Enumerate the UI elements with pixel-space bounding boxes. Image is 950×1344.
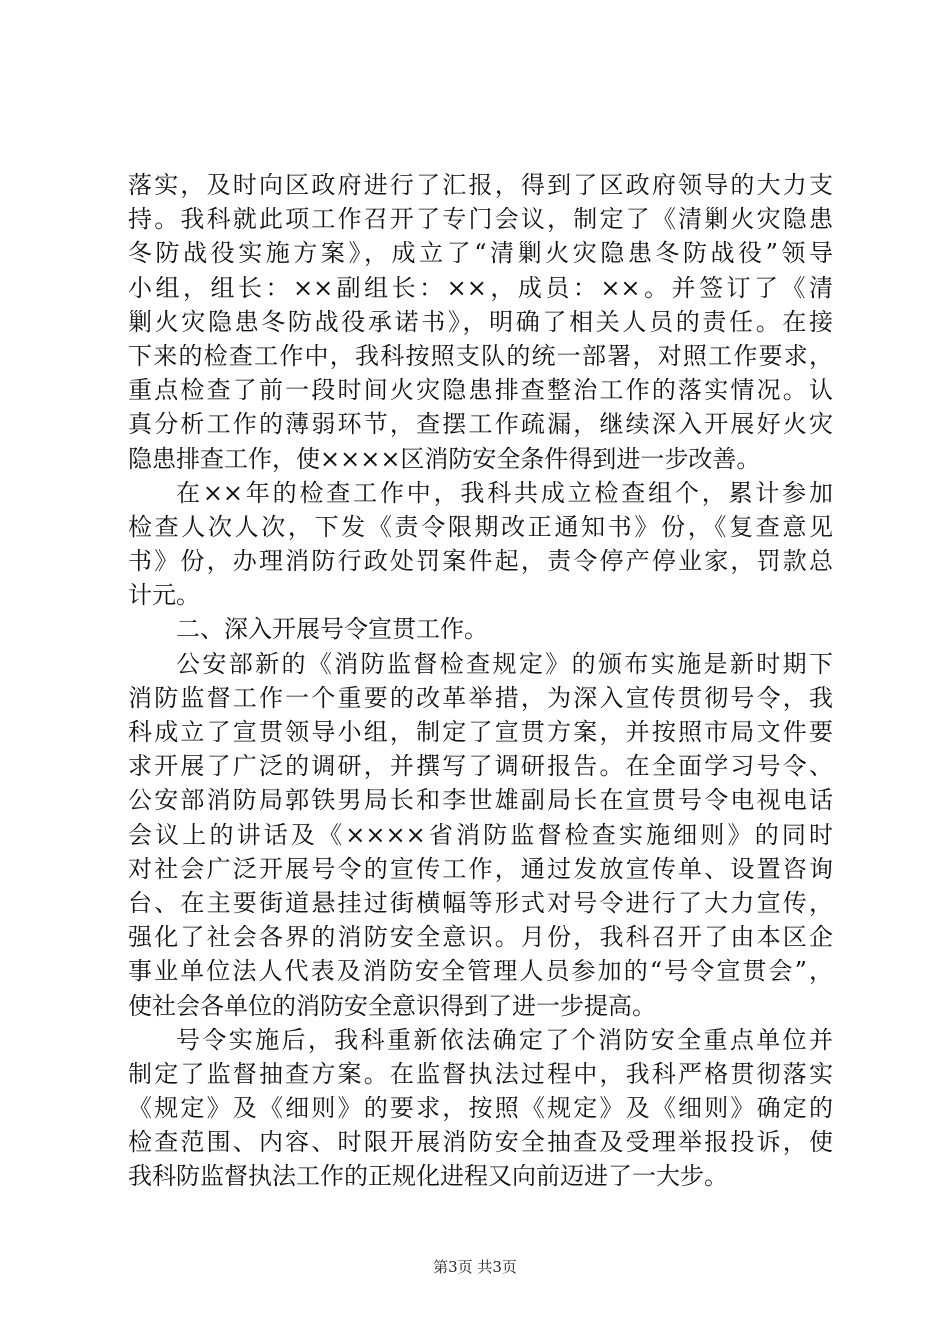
text-line: 书》份，办理消防行政处罚案件起，责令停产停业家，罚款总 xyxy=(128,547,833,576)
text-line: 检查范围、内容、时限开展消防安全抽查及受理举报投诉，使 xyxy=(128,1128,833,1157)
text-line: 剿火灾隐患冬防战役承诺书》，明确了相关人员的责任。在接 xyxy=(128,307,833,336)
text-line: 对社会广泛开展号令的宣传工作，通过发放宣传单、设置咨询 xyxy=(128,854,833,883)
text-line: 小组，组长：××副组长：××，成员：××。并签订了《清 xyxy=(128,273,833,302)
text-line: 公安部新的《消防监督检查规定》的颁布实施是新时期下 xyxy=(176,649,833,678)
text-line: 台、在主要街道悬挂过街横幅等形式对号令进行了大力宣传， xyxy=(128,888,833,917)
text-line: 号令实施后，我科重新依法确定了个消防安全重点单位并 xyxy=(176,1025,833,1054)
text-line: 科成立了宣贯领导小组，制定了宣贯方案，并按照市局文件要 xyxy=(128,718,833,746)
text-line: 落实，及时向区政府进行了汇报，得到了区政府领导的大力支 xyxy=(128,171,833,199)
text-line: 会议上的讲话及《××××省消防监督检查实施细则》的同时 xyxy=(128,820,833,849)
text-line: 下来的检查工作中，我科按照支队的统一部署，对照工作要求， xyxy=(128,341,833,370)
text-line: 冬防战役实施方案》，成立了“清剿火灾隐患冬防战役”领导 xyxy=(128,239,833,268)
text-line: 求开展了广泛的调研，并撰写了调研报告。在全面学习号令、 xyxy=(128,752,833,781)
text-line: 真分析工作的薄弱环节，查摆工作疏漏，继续深入开展好火灾 xyxy=(128,410,833,439)
text-line: 重点检查了前一段时间火灾隐患排查整治工作的落实情况。认 xyxy=(128,376,833,405)
text-line: 持。我科就此项工作召开了专门会议，制定了《清剿火灾隐患 xyxy=(128,205,833,234)
text-line: 计元。 xyxy=(128,581,200,610)
text-line: 制定了监督抽查方案。在监督执法过程中，我科严格贯彻落实 xyxy=(128,1059,833,1088)
text-line: 我科防监督执法工作的正规化进程又向前迈进了一大步。 xyxy=(128,1162,728,1191)
text-line: 使社会各单位的消防安全意识得到了进一步提高。 xyxy=(128,991,656,1020)
text-line: 事业单位法人代表及消防安全管理人员参加的“号令宣贯会”， xyxy=(128,957,833,986)
text-line: 强化了社会各界的消防安全意识。月份，我科召开了由本区企 xyxy=(128,923,833,952)
text-line: 二、深入开展号令宣贯工作。 xyxy=(176,615,488,644)
text-line: 在××年的检查工作中，我科共成立检查组个，累计参加 xyxy=(176,478,833,507)
text-line: 公安部消防局郭铁男局长和李世雄副局长在宣贯号令电视电话 xyxy=(128,786,833,815)
page-footer: 第3页 共3页 xyxy=(433,1258,517,1276)
text-line: 消防监督工作一个重要的改革举措，为深入宣传贯彻号令，我 xyxy=(128,683,833,712)
text-line: 《规定》及《细则》的要求，按照《规定》及《细则》确定的 xyxy=(128,1094,833,1123)
text-line: 隐患排查工作，使××××区消防安全条件得到进一步改善。 xyxy=(128,444,761,473)
text-line: 检查人次人次，下发《责令限期改正通知书》份，《复查意见 xyxy=(128,512,833,541)
document-body xyxy=(128,168,833,1194)
